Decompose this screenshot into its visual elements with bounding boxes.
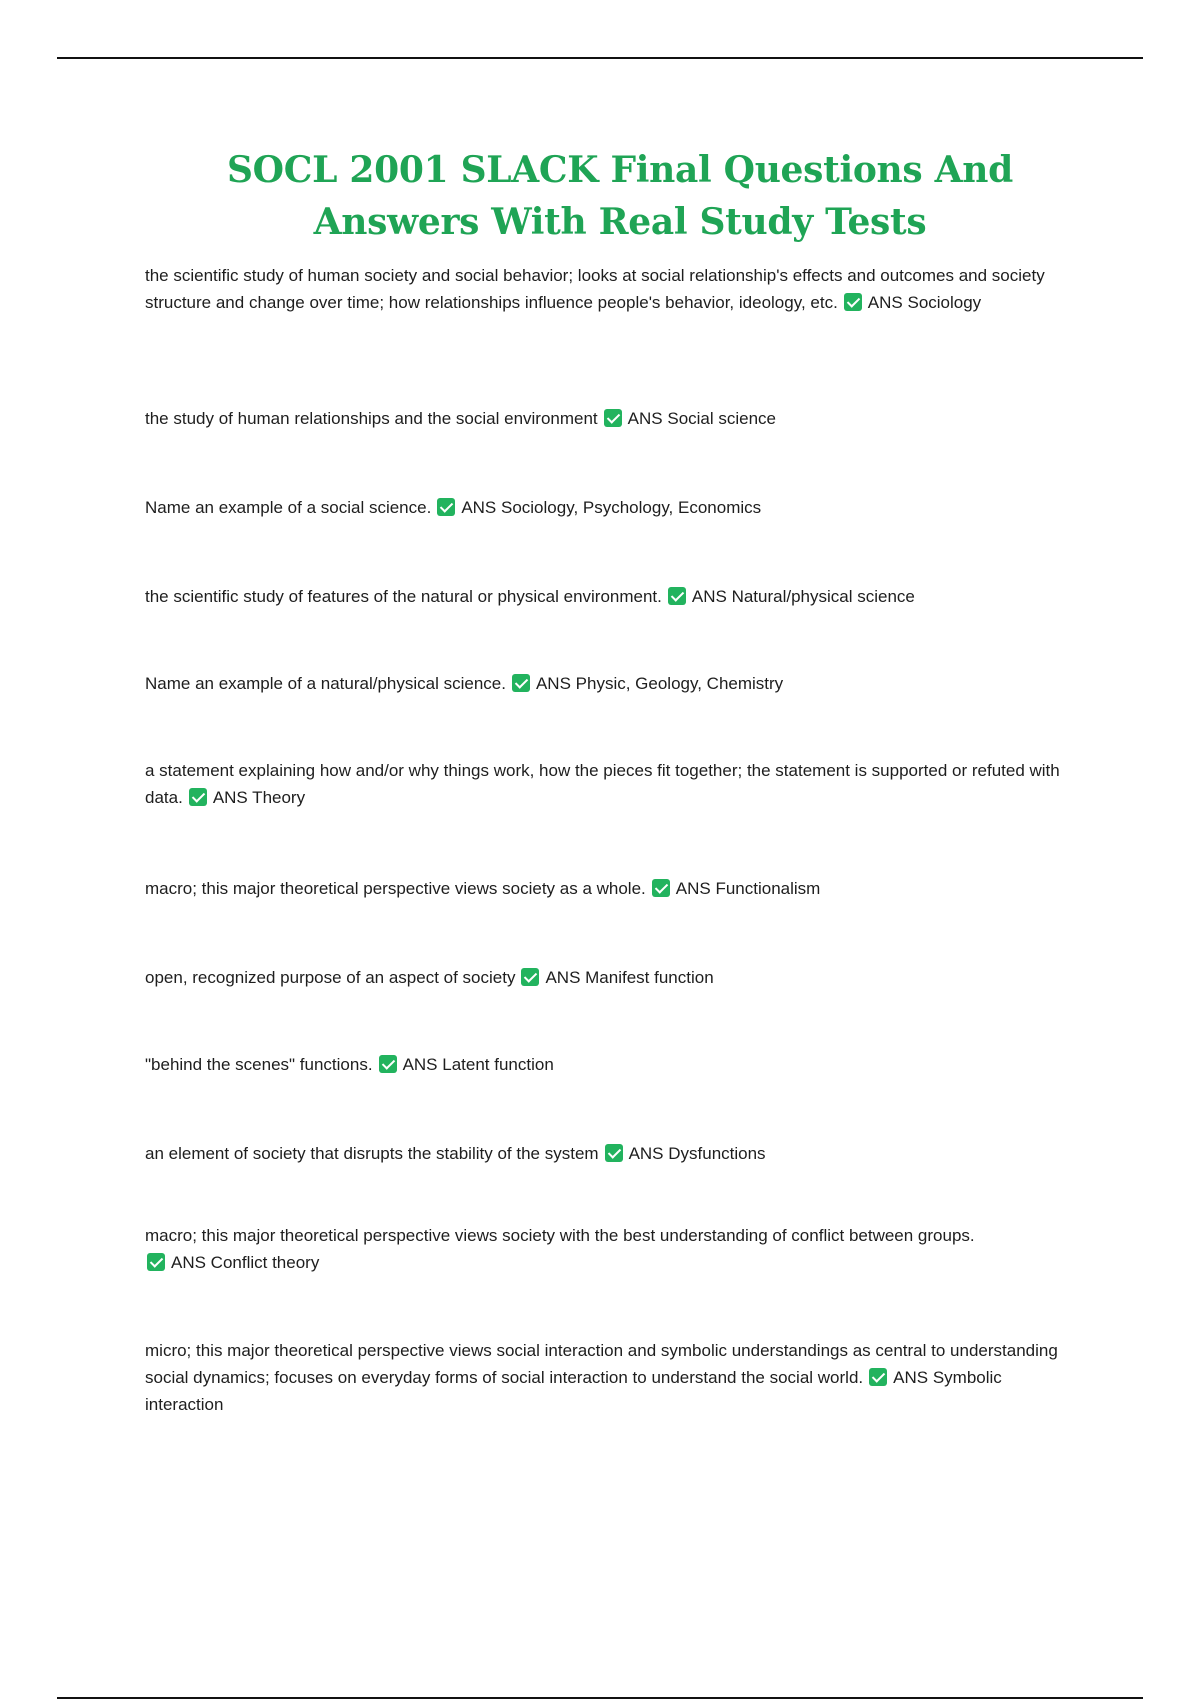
question-text: micro; this major theoretical perspective views social interaction and symbolic understandings as central to understanding social dynamics; focuses on everyday forms of social interaction to understand the social world. [145, 1341, 1058, 1387]
answer-text: ANS Sociology, Psychology, Economics [461, 498, 762, 517]
bottom-rule [57, 1697, 1143, 1699]
qa-item-symbolic-interaction [145, 1337, 1070, 1418]
top-rule [57, 57, 1143, 59]
qa-item-social-science-example [145, 494, 1070, 521]
qa-item-dysfunctions [145, 1140, 1070, 1167]
check-mark-icon [844, 293, 862, 311]
answer-text: ANS Dysfunctions [628, 1144, 766, 1163]
question-text: macro; this major theoretical perspective views society with the best understanding of conflict between groups. [145, 1226, 975, 1245]
answer-text: ANS Physic, Geology, Chemistry [535, 674, 784, 693]
answer-text: ANS Conflict theory [171, 1253, 320, 1272]
question-text: macro; this major theoretical perspective views society as a whole. [145, 879, 646, 898]
answer-text: ANS Latent function [402, 1055, 554, 1074]
qa-item-social-science [145, 405, 1070, 432]
question-text: an element of society that disrupts the stability of the system [145, 1144, 599, 1163]
answer-text: ANS Natural/physical science [691, 587, 915, 606]
check-mark-icon [668, 587, 686, 605]
check-mark-icon [652, 879, 670, 897]
check-mark-icon [605, 1144, 623, 1162]
check-mark-icon [437, 498, 455, 516]
check-mark-icon [189, 788, 207, 806]
qa-item-conflict-theory [145, 1222, 1070, 1276]
question-text: the scientific study of features of the natural or physical environment. [145, 587, 662, 606]
question-text: the study of human relationships and the social environment [145, 409, 598, 428]
qa-item-latent-function [145, 1051, 1070, 1078]
question-text: the scientific study of human society and social behavior; looks at social relationship's effects and outcomes and society structure and change over time; how relationships influence people's behavior, ideology, etc. [145, 266, 1045, 312]
question-text: "behind the scenes" functions. [145, 1055, 373, 1074]
page-title: SOCL 2001 SLACK Final Questions And Answers With Real Study Tests [226, 149, 1014, 243]
check-mark-icon [379, 1055, 397, 1073]
question-text: open, recognized purpose of an aspect of society [145, 968, 516, 987]
answer-text: ANS Sociology [867, 293, 982, 312]
qa-item-natural-science-example [145, 670, 1070, 697]
check-mark-icon [869, 1368, 887, 1386]
qa-item-natural-science [145, 583, 1070, 610]
check-mark-icon [512, 674, 530, 692]
check-mark-icon [604, 409, 622, 427]
check-mark-icon [521, 968, 539, 986]
answer-text: ANS Symbolic interaction [145, 1368, 1002, 1414]
question-text: a statement explaining how and/or why things work, how the pieces fit together; the statement is supported or refuted with data. [145, 761, 1060, 807]
answer-text: ANS Manifest function [545, 968, 714, 987]
qa-item-manifest-function [145, 964, 1070, 991]
answer-text: ANS Social science [627, 409, 777, 428]
question-text: Name an example of a social science. [145, 498, 432, 517]
answer-text: ANS Functionalism [675, 879, 821, 898]
qa-item-theory [145, 757, 1070, 811]
answer-text: ANS Theory [212, 788, 306, 807]
qa-item-sociology [145, 262, 1070, 316]
qa-item-functionalism [145, 875, 1070, 902]
check-mark-icon [147, 1253, 165, 1271]
question-text: Name an example of a natural/physical science. [145, 674, 506, 693]
